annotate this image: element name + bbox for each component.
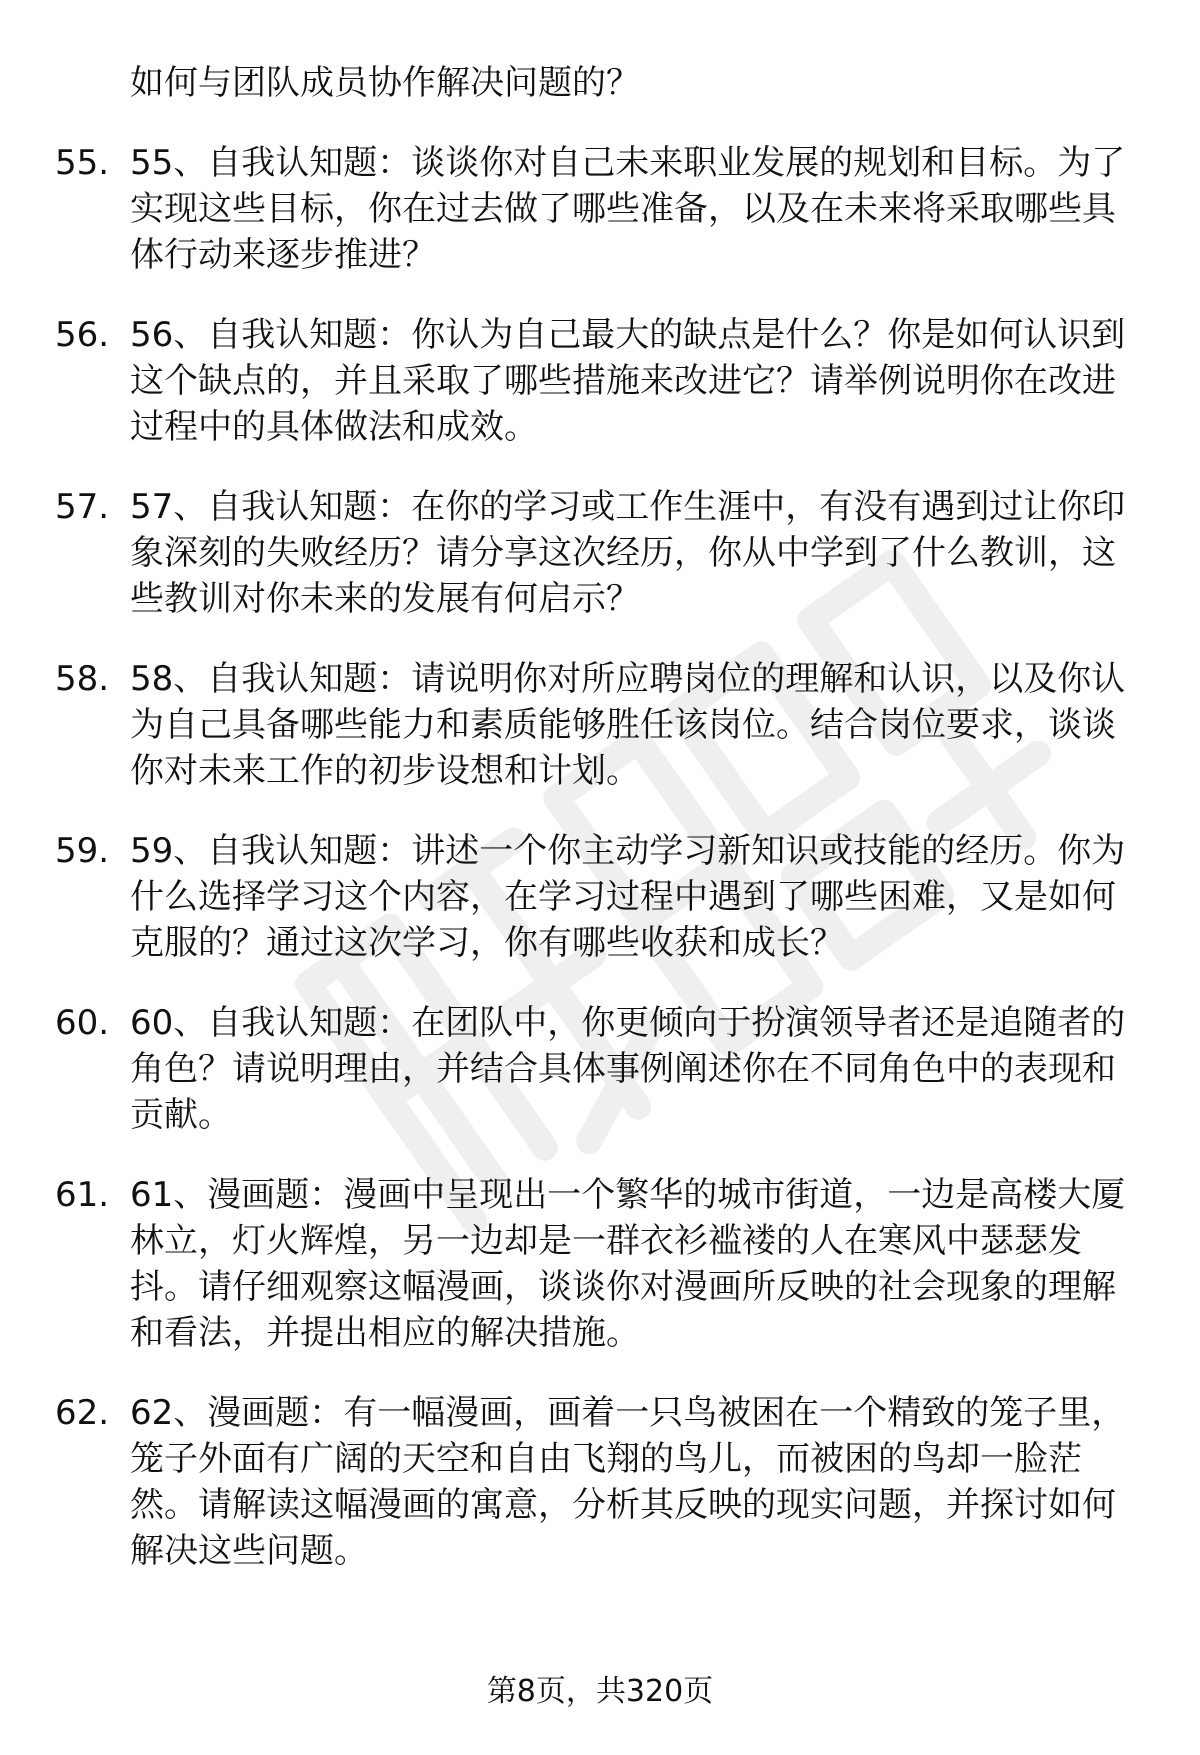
question-text: 60、自我认知题：在团队中，你更倾向于扮演领导者还是追随者的角色？请说明理由，并结合具体事例阐述你在不同角色中的表现和贡献。 bbox=[130, 1003, 1126, 1135]
question-item bbox=[0, 656, 1200, 794]
question-item bbox=[0, 140, 1200, 278]
question-number: 56. bbox=[55, 315, 110, 355]
question-item bbox=[0, 1390, 1200, 1574]
question-number: 58. bbox=[55, 659, 110, 699]
question-list bbox=[0, 140, 1200, 1608]
question-number: 57. bbox=[55, 487, 110, 527]
page-footer: 第8页，共320页 bbox=[486, 1674, 714, 1709]
question-item bbox=[0, 1172, 1200, 1356]
question-number: 55. bbox=[55, 143, 110, 183]
question-text: 62、漫画题：有一幅漫画，画着一只鸟被困在一个精致的笼子里，笼子外面有广阔的天空和自由飞翔的鸟儿，而被困的鸟却一脸茫然。请解读这幅漫画的寓意，分析其反映的现实问题，并探讨如何解决这些问题。 bbox=[130, 1393, 1126, 1571]
question-text: 56、自我认知题：你认为自己最大的缺点是什么？你是如何认识到这个缺点的，并且采取了哪些措施来改进它？请举例说明你在改进过程中的具体做法和成效。 bbox=[130, 315, 1126, 447]
question-number: 61. bbox=[55, 1175, 110, 1215]
question-text: 59、自我认知题：讲述一个你主动学习新知识或技能的经历。你为什么选择学习这个内容，在学习过程中遇到了哪些困难，又是如何克服的？通过这次学习，你有哪些收获和成长？ bbox=[130, 831, 1126, 963]
question-item bbox=[0, 828, 1200, 966]
question-text: 58、自我认知题：请说明你对所应聘岗位的理解和认识，以及你认为自己具备哪些能力和素质能够胜任该岗位。结合岗位要求，谈谈你对未来工作的初步设想和计划。 bbox=[130, 659, 1126, 791]
question-item bbox=[0, 312, 1200, 450]
question-number: 59. bbox=[55, 831, 110, 871]
continuation-text: 如何与团队成员协作解决问题的？ bbox=[130, 63, 640, 103]
question-item bbox=[0, 1000, 1200, 1138]
question-text: 61、漫画题：漫画中呈现出一个繁华的城市街道，一边是高楼大厦林立，灯火辉煌，另一边却是一群衣衫褴褛的人在寒风中瑟瑟发抖。请仔细观察这幅漫画，谈谈你对漫画所反映的社会现象的理解和看法，并提出相应的解决措施。 bbox=[130, 1175, 1126, 1353]
question-number: 62. bbox=[55, 1393, 110, 1433]
question-number: 60. bbox=[55, 1003, 110, 1043]
question-item bbox=[0, 484, 1200, 622]
question-text: 55、自我认知题：谈谈你对自己未来职业发展的规划和目标。为了实现这些目标，你在过去做了哪些准备，以及在未来将采取哪些具体行动来逐步推进？ bbox=[130, 143, 1126, 275]
question-text: 57、自我认知题：在你的学习或工作生涯中，有没有遇到过让你印象深刻的失败经历？请分享这次经历，你从中学到了什么教训，这些教训对你未来的发展有何启示？ bbox=[130, 487, 1126, 619]
